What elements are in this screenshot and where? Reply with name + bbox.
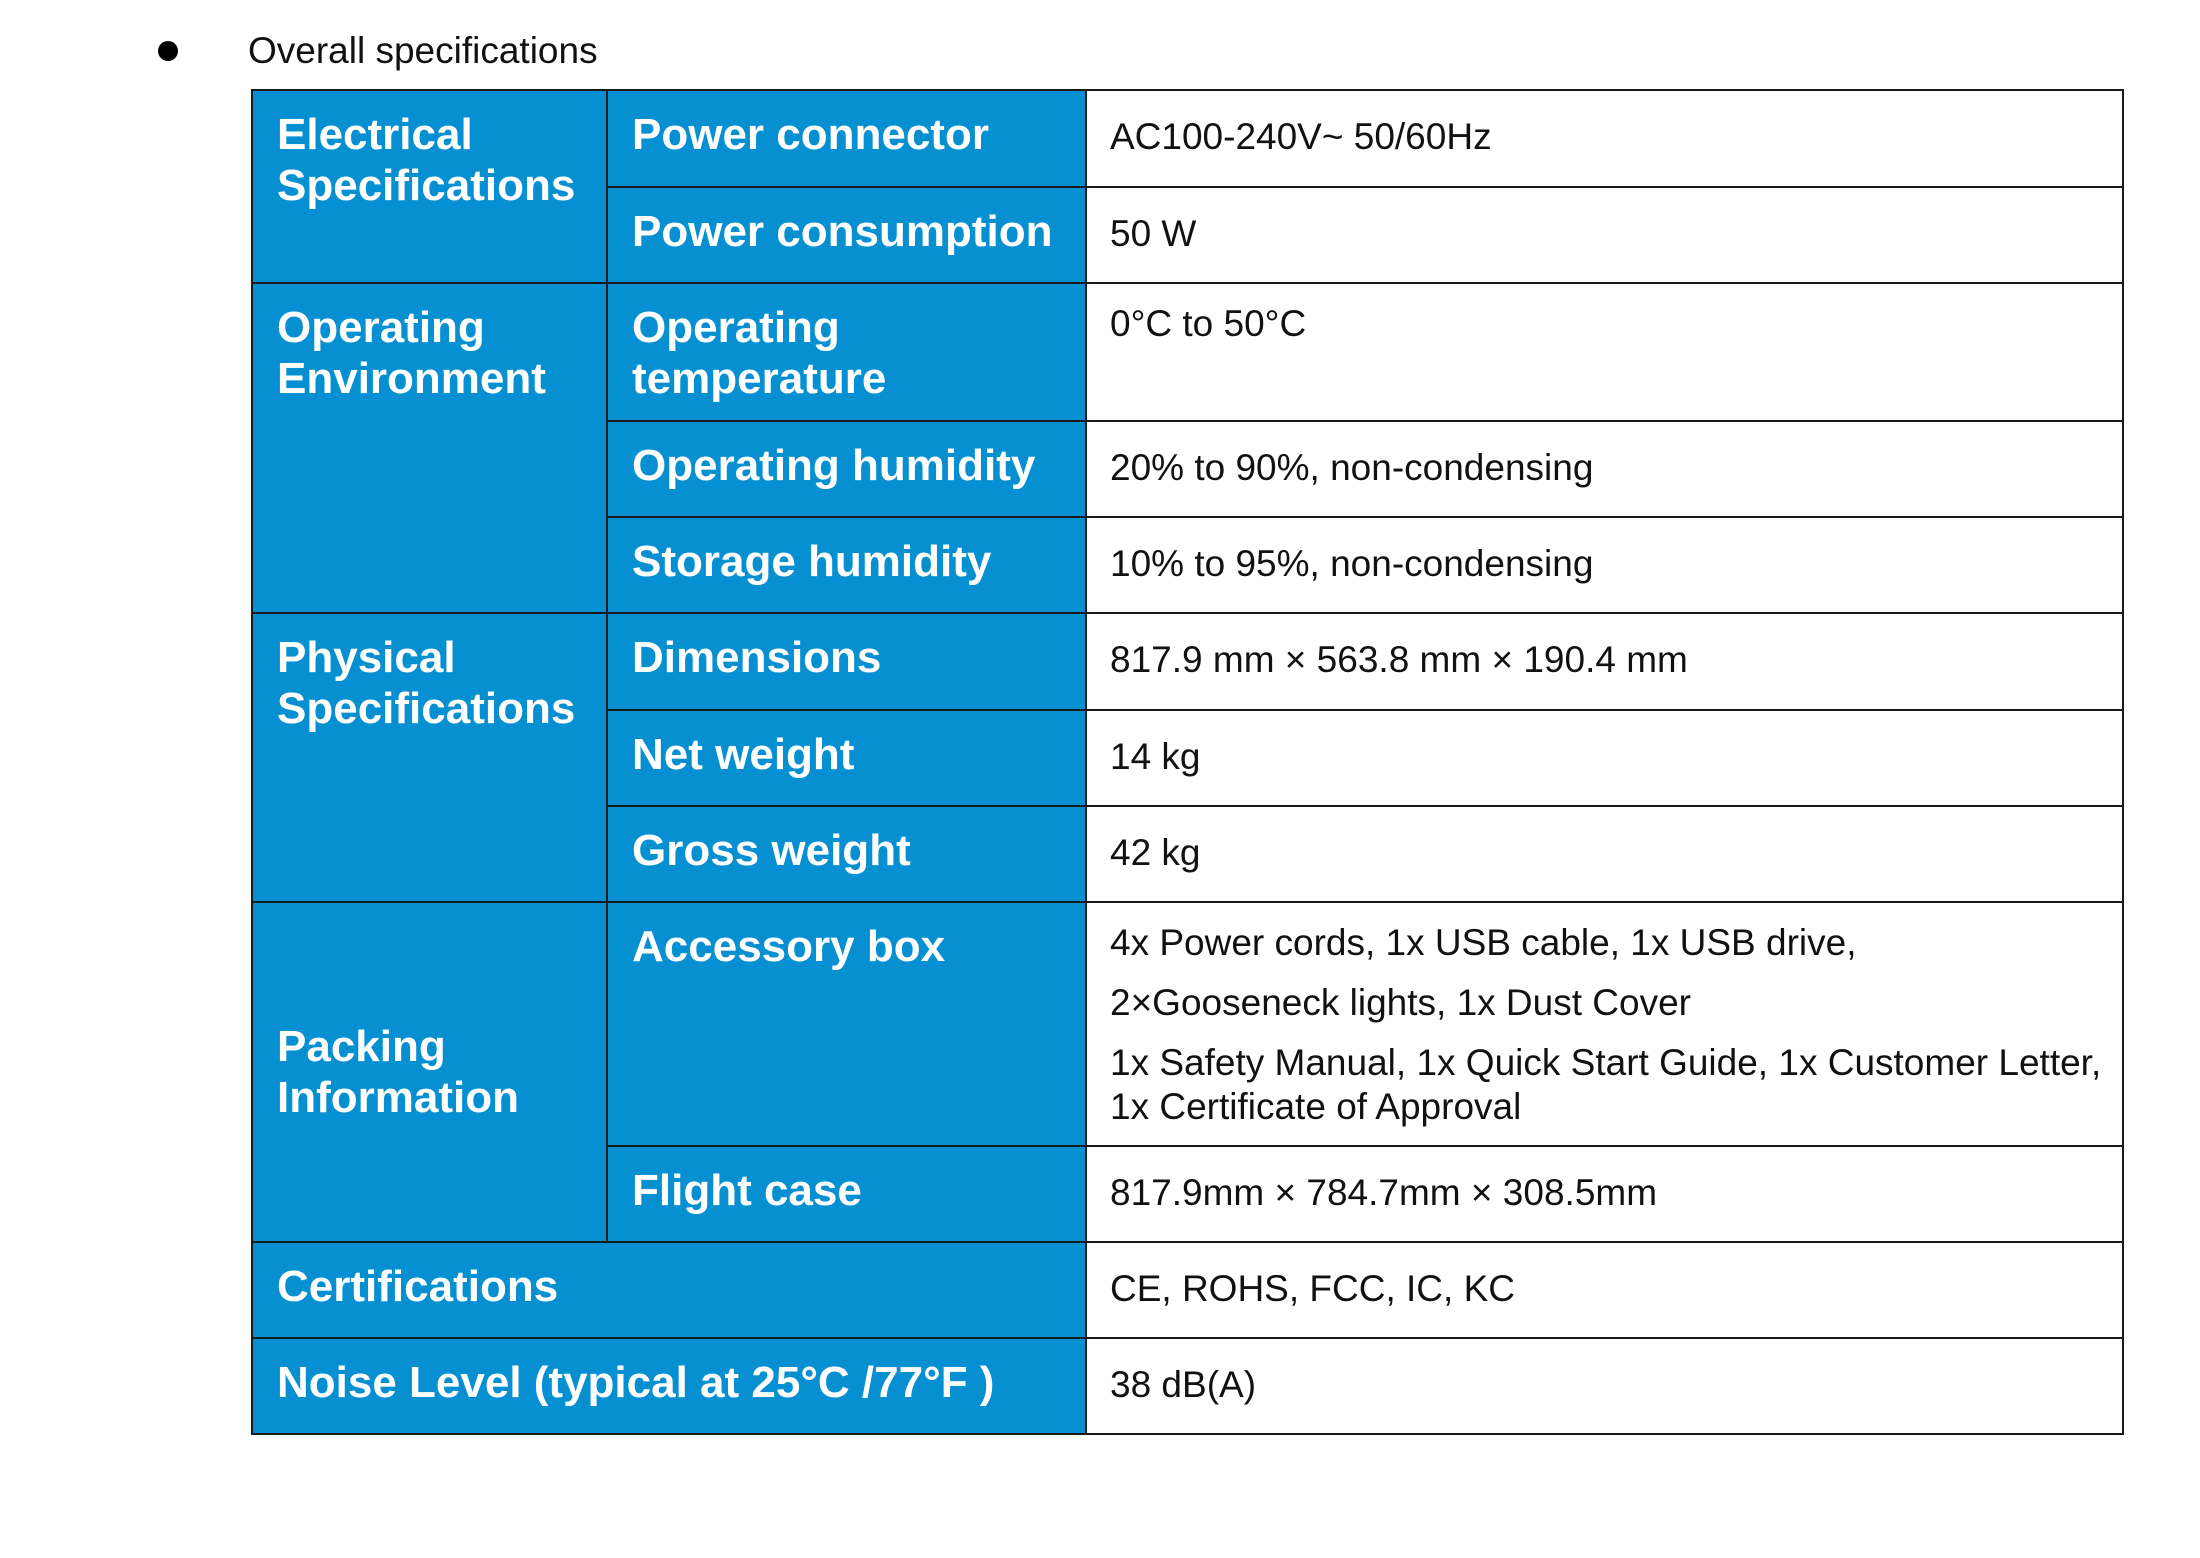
accessory-line: 1x Safety Manual, 1x Quick Start Guide, 1x Customer Letter, xyxy=(1110,1042,2102,1083)
table-row xyxy=(252,613,2123,710)
value-certifications: CE, ROHS, FCC, IC, KC xyxy=(1086,1242,2123,1338)
label-power-connector: Power connector xyxy=(607,90,1086,187)
label-net-weight: Net weight xyxy=(607,710,1086,806)
label-dimensions: Dimensions xyxy=(607,613,1086,710)
label-accessory-box: Accessory box xyxy=(607,902,1086,1146)
value-power-connector: AC100-240V~ 50/60Hz xyxy=(1086,90,2123,187)
value-operating-temperature: 0°C to 50°C xyxy=(1086,283,2123,421)
value-power-consumption: 50 W xyxy=(1086,187,2123,283)
label-power-consumption: Power consumption xyxy=(607,187,1086,283)
label-gross-weight: Gross weight xyxy=(607,806,1086,902)
group-packing-information: Packing Information xyxy=(252,902,607,1242)
value-flight-case: 817.9mm × 784.7mm × 308.5mm xyxy=(1086,1146,2123,1242)
group-electrical-specifications: Electrical Specifications xyxy=(252,90,607,283)
section-heading-text: Overall specifications xyxy=(248,30,598,71)
label-storage-humidity: Storage humidity xyxy=(607,517,1086,613)
accessory-line: 4x Power cords, 1x USB cable, 1x USB drive, xyxy=(1110,922,1857,963)
table-row xyxy=(252,1242,2123,1338)
value-accessory-box xyxy=(1086,902,2123,1146)
group-physical-specifications: Physical Specifications xyxy=(252,613,607,902)
table-row xyxy=(252,90,2123,187)
label-certifications: Certifications xyxy=(252,1242,1086,1338)
bullet-icon xyxy=(158,41,178,61)
section-heading xyxy=(158,30,598,72)
label-operating-temperature: Operating temperature xyxy=(607,283,1086,421)
label-noise-level: Noise Level (typical at 25°C /77°F ) xyxy=(252,1338,1086,1434)
group-operating-environment: Operating Environment xyxy=(252,283,607,613)
value-storage-humidity: 10% to 95%, non-condensing xyxy=(1086,517,2123,613)
table-row xyxy=(252,1338,2123,1434)
table-row xyxy=(252,902,2123,1146)
table-row xyxy=(252,283,2123,421)
value-net-weight: 14 kg xyxy=(1086,710,2123,806)
label-operating-humidity: Operating humidity xyxy=(607,421,1086,517)
value-operating-humidity: 20% to 90%, non-condensing xyxy=(1086,421,2123,517)
accessory-line: 1x Certificate of Approval xyxy=(1110,1086,1522,1127)
accessory-line: 2×Gooseneck lights, 1x Dust Cover xyxy=(1110,982,1691,1023)
label-flight-case: Flight case xyxy=(607,1146,1086,1242)
value-gross-weight: 42 kg xyxy=(1086,806,2123,902)
value-dimensions: 817.9 mm × 563.8 mm × 190.4 mm xyxy=(1086,613,2123,710)
specifications-table xyxy=(251,89,2124,1435)
value-noise-level: 38 dB(A) xyxy=(1086,1338,2123,1434)
